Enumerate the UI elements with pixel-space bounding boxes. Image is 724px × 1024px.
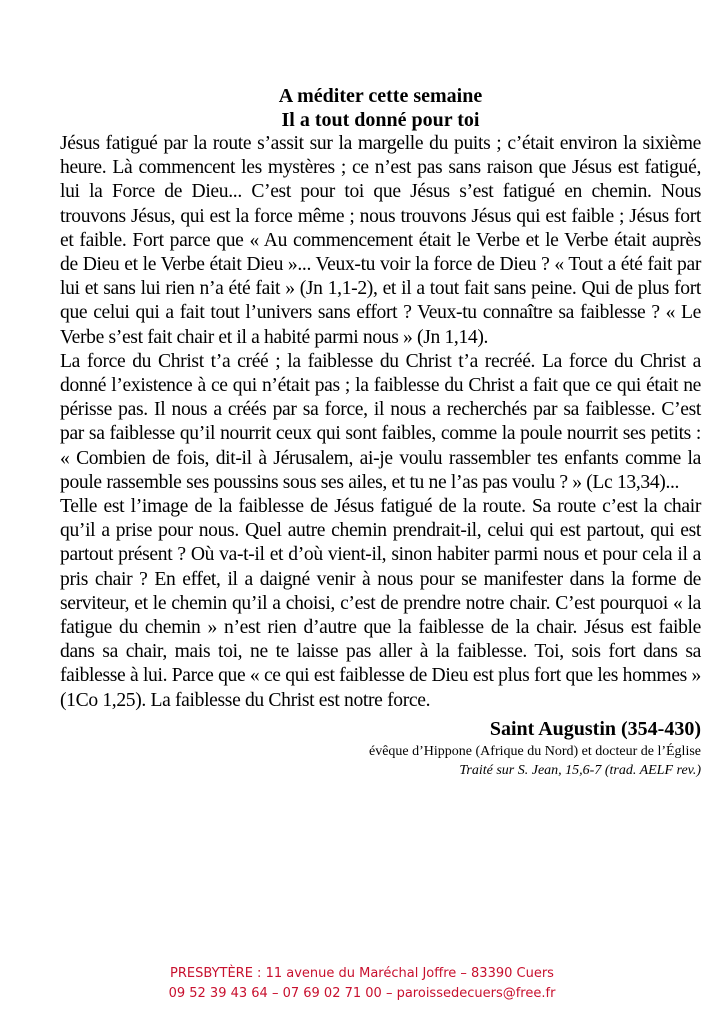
author-name: Saint Augustin (354-430)	[489, 717, 701, 740]
footer	[0, 964, 724, 1004]
paragraph-1: Jésus fatigué par la route s’assit sur la margelle du puits ; c’était environ la sixième heure. Là commencent les mystères ; ce n’est pas sans raison que Jésus est fatigué, lui la Force de Dieu... C’est pour toi que Jésus s’est fatigué en chemin. Nous trouvons Jésus, qui est la force même ; nous trouvons Jésus qui est faible ; Jésus fort et faible. Fort parce que « Au commencement était le Verbe et le Verbe était auprès de Dieu et le Verbe était Dieu »... Veux-tu voir la force de Dieu ? « Tout a été fait par lui et sans lui rien n’a été fait » (Jn 1,1-2), et il a tout fait sans peine. Qui de plus fort que celui qui a fait tout l’univers sans effort ? Veux-tu connaître sa faiblesse ? « Le Verbe s’est fait chair et il a habité parmi nous » (Jn 1,14).	[60, 133, 701, 348]
document-page	[60, 84, 701, 780]
title-line-2: Il a tout donné pour toi	[281, 109, 480, 131]
source-reference: Traité sur S. Jean, 15,6-7 (trad. AELF rev.)	[459, 762, 701, 778]
author-role: évêque d’Hippone (Afrique du Nord) et docteur de l’Église	[369, 743, 701, 759]
paragraph-3: Telle est l’image de la faiblesse de Jésus fatigué de la route. Sa route c’est la chair qu’il a prise pour nous. Quel autre chemin prendrait-il, celui qui est partout, qui est partout présent ? Où va-t-il et d’où vient-il, sinon habiter parmi nous et pour cela il a pris chair ? En effet, il a daigné venir à nous pour se manifester dans la forme de serviteur, et le chemin qu’il a choisi, c’est de prendre notre chair. C’est pourquoi « la fatigue du chemin » n’est rien d’autre que la faiblesse de la chair. Jésus est faible dans sa chair, mais toi, ne te laisse pas aller à la faiblesse. Toi, sois fort dans sa faiblesse à lui. Parce que « ce qui est faiblesse de Dieu est plus fort que les hommes » (1Co 1,25). La faiblesse du Christ est notre force.	[60, 496, 701, 711]
title-line-1: A méditer cette semaine	[278, 85, 483, 107]
paragraph-2: La force du Christ t’a créé ; la faiblesse du Christ t’a recréé. La force du Christ a donné l’existence à ce qui n’était pas ; la faiblesse du Christ a fait que ce qui était ne périsse pas. Il nous a créés par sa force, il nous a recherchés par sa faiblesse. C’est par sa faiblesse qu’il nourrit ceux qui sont faibles, comme la poule nourrit ses petits : « Combien de fois, dit-il à Jérusalem, ai-je voulu rassembler tes enfants comme la poule rassemble ses poussins sous ses ailes, et tu ne l’as pas voulu ? » (Lc 13,34)...	[60, 350, 701, 493]
footer-address: PRESBYTÈRE : 11 avenue du Maréchal Joffre – 83390 Cuers	[170, 966, 554, 981]
footer-contact: 09 52 39 43 64 – 07 69 02 71 00 – paroissedecuers@free.fr	[168, 986, 556, 1001]
